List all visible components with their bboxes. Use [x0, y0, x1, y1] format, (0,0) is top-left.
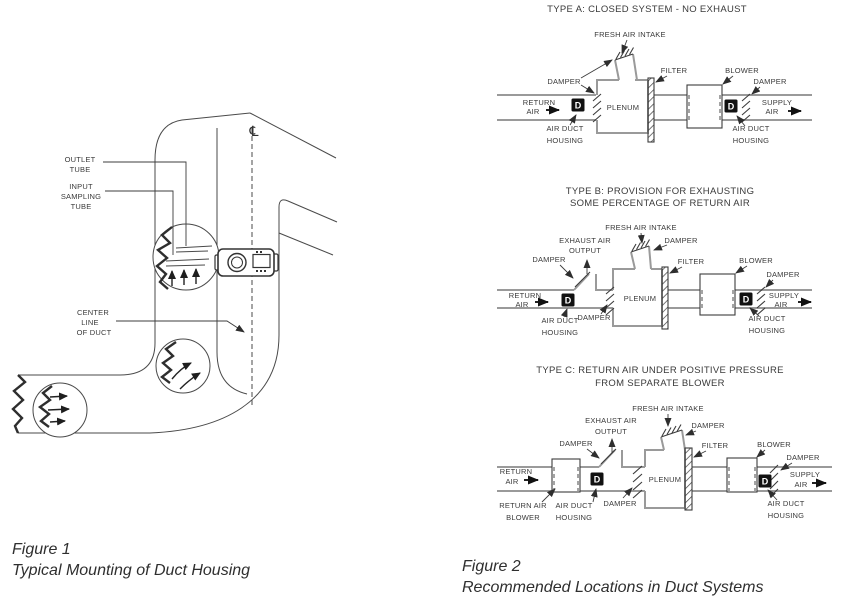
label-filter: FILTER	[660, 66, 688, 75]
label-blower: BLOWER	[739, 256, 773, 265]
leader-damper-exhaust	[560, 265, 573, 278]
svg-text:D: D	[593, 474, 601, 485]
duct-housing-marker	[562, 294, 575, 307]
type-c-title: TYPE C: RETURN AIR UNDER POSITIVE PRESSURE	[536, 365, 784, 376]
leader-damper-intake	[654, 245, 667, 250]
duct-housing-marker	[725, 100, 738, 113]
label-supply-air: SUPPLY	[768, 291, 800, 300]
airflow-arrow	[50, 421, 65, 422]
duct-housing-marker	[740, 293, 753, 306]
return-duct	[622, 450, 645, 467]
label-plenum: PLENUM	[606, 103, 640, 112]
figure1-drawing	[0, 100, 460, 512]
label-damper-exhaust: DAMPER	[559, 439, 593, 448]
leader-center-line	[116, 321, 244, 332]
duct-housing-marker	[572, 99, 585, 112]
type-c-diagram	[460, 360, 845, 540]
label-air-duct-housing: HOUSING	[546, 136, 584, 145]
label-input-sampling-tube: TUBE	[70, 202, 92, 211]
return-air-blower-box	[552, 459, 580, 492]
label-damper: DAMPER	[547, 77, 581, 86]
label-return-air-blower: RETURN AIR	[499, 501, 547, 510]
label-return-air: RETURN	[508, 291, 542, 300]
figure1-caption-text: Typical Mounting of Duct Housing	[12, 562, 251, 580]
exhaust-slant	[574, 274, 589, 290]
leader-damper-supply	[752, 87, 760, 94]
label-air-duct-housing: AIR DUCT	[732, 124, 770, 133]
label-air-duct-housing: AIR DUCT	[555, 501, 593, 510]
blower-box	[727, 458, 757, 492]
label-return-air: RETURN	[499, 467, 533, 476]
supply-damper-hatch	[742, 94, 750, 122]
leader-filter	[670, 267, 682, 273]
plenum-damper-hatch	[633, 466, 642, 498]
label-supply-air: AIR	[794, 480, 808, 489]
duct-housing-device	[215, 249, 278, 276]
label-blower: BLOWER	[725, 66, 759, 75]
duct-roof-right	[250, 113, 336, 158]
return-duct	[596, 274, 613, 290]
svg-text:D: D	[574, 100, 582, 111]
blower-box	[687, 85, 722, 128]
leader-blower	[757, 450, 765, 457]
label-supply-air: AIR	[774, 300, 788, 309]
label-plenum: PLENUM	[648, 475, 682, 484]
label-air-duct-housing: AIR DUCT	[767, 499, 805, 508]
leader-damper-plenum	[623, 488, 632, 498]
leader-damper-exhaust	[587, 449, 599, 458]
label-damper-intake: DAMPER	[664, 236, 698, 245]
label-air-duct-housing: AIR DUCT	[541, 316, 579, 325]
exhaust-damper-hatch	[575, 272, 590, 287]
label-input-sampling-tube: SAMPLING	[60, 192, 102, 201]
label-air-duct-housing: HOUSING	[748, 326, 786, 335]
label-center-line: OF DUCT	[76, 328, 112, 337]
plenum-damper-hatch	[593, 94, 601, 122]
duct-branch-lower-edge	[279, 233, 333, 255]
label-filter: FILTER	[677, 257, 705, 266]
type-b-diagram	[460, 182, 845, 354]
label-supply-air: SUPPLY	[761, 98, 793, 107]
label-damper-exhaust: DAMPER	[532, 255, 566, 264]
cutaway-elbow	[156, 339, 210, 393]
leader-damper	[581, 85, 594, 93]
label-blower: BLOWER	[757, 440, 791, 449]
label-air-duct-housing: AIR DUCT	[748, 314, 786, 323]
type-a-diagram	[460, 0, 845, 170]
label-outlet-tube: OUTLET	[64, 155, 96, 164]
leader-blower	[723, 76, 733, 84]
leader-damper-intake	[686, 431, 696, 435]
duct-roof-left	[155, 113, 250, 160]
label-damper-plenum: DAMPER	[603, 499, 637, 508]
plenum-box	[597, 48, 648, 134]
exhaust-damper-hatch	[601, 449, 616, 464]
type-b-title: SOME PERCENTAGE OF RETURN AIR	[569, 198, 751, 209]
cutaway-horizontal	[33, 383, 87, 437]
type-b-title: TYPE B: PROVISION FOR EXHAUSTING	[565, 186, 755, 197]
label-exhaust-air-output: OUTPUT	[568, 246, 602, 255]
label-return-air: AIR	[505, 477, 519, 486]
label-damper-supply: DAMPER	[766, 270, 800, 279]
plenum-box	[613, 240, 662, 327]
label-input-sampling-tube: INPUT	[69, 182, 93, 191]
duct-housing-marker	[591, 473, 604, 486]
label-center-line: LINE	[81, 318, 99, 327]
label-air-duct-housing: HOUSING	[767, 511, 805, 520]
type-c-title: FROM SEPARATE BLOWER	[595, 378, 725, 389]
airflow-arrow	[50, 396, 67, 397]
label-air-duct-housing: HOUSING	[541, 328, 579, 337]
label-return-air: RETURN	[522, 98, 556, 107]
figure1-caption	[12, 539, 250, 581]
figure2-caption-title: Figure 2	[462, 558, 521, 575]
label-fresh-air-intake: FRESH AIR INTAKE	[632, 404, 704, 413]
plenum-box	[645, 425, 685, 509]
label-filter: FILTER	[701, 441, 729, 450]
leader-damper-supply	[766, 280, 773, 287]
airflow-arrow	[48, 409, 69, 410]
type-a-title: TYPE A: CLOSED SYSTEM - NO EXHAUST	[547, 4, 747, 15]
duct-housing-marker	[759, 475, 772, 488]
label-outlet-tube: TUBE	[69, 165, 91, 174]
label-return-air: AIR	[515, 300, 529, 309]
label-damper-intake: DAMPER	[691, 421, 725, 430]
label-air-duct-housing: HOUSING	[732, 136, 770, 145]
figure2-caption-text: Recommended Locations in Duct Systems	[462, 579, 764, 597]
leader-damper	[581, 60, 612, 78]
label-supply-air: SUPPLY	[789, 470, 821, 479]
label-fresh-air-intake: FRESH AIR INTAKE	[594, 30, 666, 39]
blower-box	[700, 274, 735, 315]
label-plenum: PLENUM	[623, 294, 657, 303]
label-return-air: AIR	[526, 107, 540, 116]
filter-bar	[662, 267, 668, 329]
label-air-duct-housing: AIR DUCT	[546, 124, 584, 133]
leader-filter	[694, 451, 706, 457]
svg-text:D: D	[727, 101, 735, 112]
leader-fresh-air-intake	[641, 233, 642, 243]
intake-damper-hatch	[662, 425, 681, 437]
svg-text:D: D	[564, 295, 572, 306]
label-damper-plenum: DAMPER	[577, 313, 611, 322]
label-fresh-air-intake: FRESH AIR INTAKE	[605, 223, 677, 232]
label-damper-supply: DAMPER	[753, 77, 787, 86]
label-supply-air: AIR	[765, 107, 779, 116]
figure2-caption	[462, 556, 763, 598]
svg-text:D: D	[742, 294, 750, 305]
filter-bar	[648, 78, 654, 142]
leader-blower	[736, 266, 747, 273]
label-return-air-blower: BLOWER	[506, 513, 540, 522]
torn-duct-end	[13, 375, 25, 433]
label-exhaust-air-output: EXHAUST AIR	[585, 416, 637, 425]
label-exhaust-air-output: OUTPUT	[594, 427, 628, 436]
filter-bar	[685, 448, 692, 510]
leader-filter	[656, 76, 667, 82]
svg-text:D: D	[761, 476, 769, 487]
label-air-duct-housing: HOUSING	[555, 513, 593, 522]
label-exhaust-air-output: EXHAUST AIR	[559, 236, 611, 245]
device-panel	[253, 255, 270, 268]
figure1-caption-title: Figure 1	[12, 541, 71, 558]
supply-damper-hatch	[757, 287, 765, 315]
centerline-symbol: ℄	[249, 124, 259, 140]
label-damper-supply: DAMPER	[786, 453, 820, 462]
label-center-line: CENTER	[76, 308, 110, 317]
